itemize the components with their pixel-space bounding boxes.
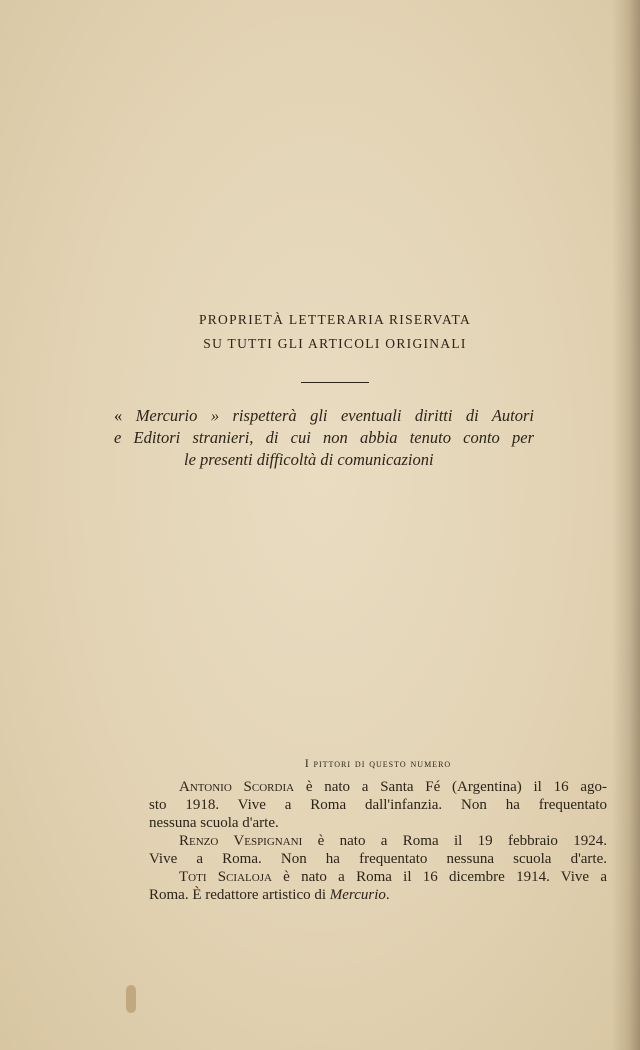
painter-name: Toti Scialoja: [179, 869, 272, 885]
rights-line-1: PROPRIETÀ LETTERARIA RISERVATA: [198, 312, 472, 327]
journal-title: Mercurio: [329, 887, 386, 903]
painter-entry: Antonio Scordia è nato a Santa Fé (Argentina) il 16 ago- sto 1918. Vive a Roma dall'infanzia. Non ha frequentato nessuna scuola d'arte.: [149, 779, 607, 831]
show-through-print: [0, 40, 640, 81]
painter-entry: Toti Scialoja è nato a Roma il 16 dicembre 1914. Vive a Roma. È redattore artistico di Mercurio.: [149, 869, 607, 903]
rights-reserved-block: [150, 308, 520, 383]
paper-stain: [126, 985, 136, 1013]
rights-line-2: SU TUTTI GLI ARTICOLI ORIGINALI: [203, 336, 467, 351]
painter-entry: Renzo Vespignani è nato a Roma il 19 febbraio 1924. Vive a Roma. Non ha frequentato nessuna scuola d'arte.: [149, 833, 608, 867]
journal-title: Mercurio: [135, 406, 198, 425]
notice-line-2: e Editori stranieri, di cui non abbia tenuto conto per: [114, 428, 534, 447]
painter-name: Antonio Scordia: [179, 779, 295, 795]
page-edge-shadow: [612, 0, 640, 1050]
notice-line-3: le presenti difficoltà di comunicazioni: [184, 450, 434, 469]
separator-rule: [301, 382, 369, 383]
painter-name: Renzo Vespignani: [179, 833, 303, 849]
foreign-rights-notice: [114, 405, 534, 471]
painters-title: I pittori di questo numero: [304, 758, 452, 770]
notice-line-1: « Mercurio » rispetterà gli eventuali diritti di Autori: [114, 406, 535, 425]
painters-section: [149, 758, 607, 904]
